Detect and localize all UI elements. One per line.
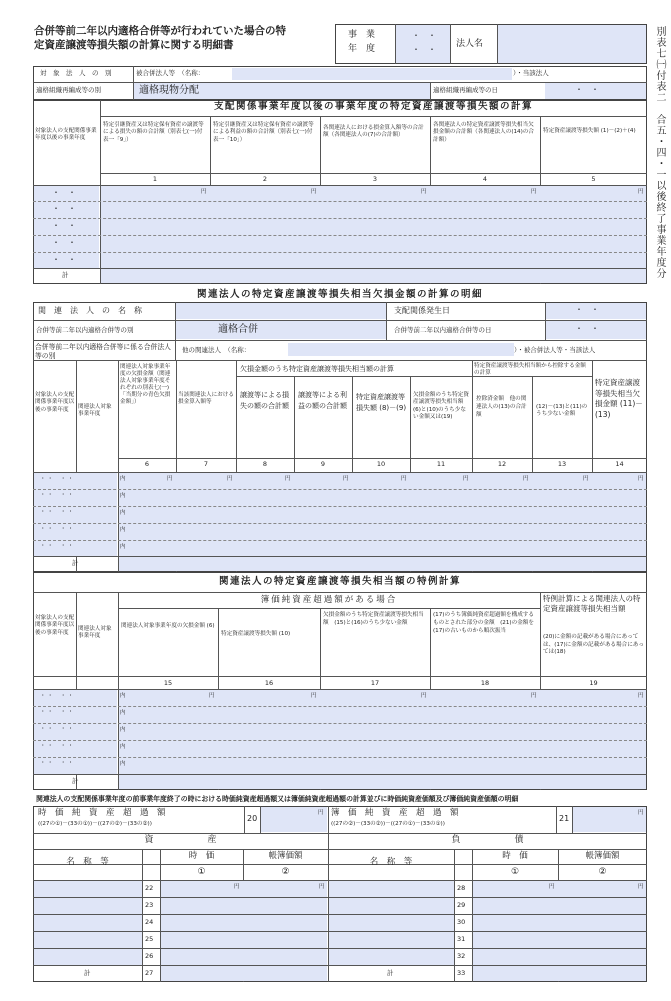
liab-total-label: 計 <box>387 969 394 977</box>
sec2-col-a: 対象法人の支配関係事業年度以後の事業年度 <box>35 392 75 413</box>
sec3-header-19: (20)に金額の記載がある場合にあっては、(17)に金額の記載がある場合にあっては(18) <box>543 634 644 656</box>
sec2-total-label: 計 <box>72 559 79 567</box>
liabilities-heading: 負 債 <box>451 835 524 845</box>
corp-name-label: 法人名 <box>456 39 484 49</box>
reorg-label: 適格組織再編成等の別 <box>36 86 101 94</box>
sec2-group2-title: 特定資産譲渡等損失相当額から控除する金額の計算 <box>474 363 586 376</box>
sec2-header-6: 関連法人対象事業年度の欠損金額（関連法人対象事業年度それぞれの別表七(一)「当期分の青色欠損金額」） <box>120 364 171 405</box>
assets-cells[interactable] <box>34 881 142 965</box>
reorg-date-label: 適格組織再編成等の日 <box>433 86 498 94</box>
related-name-label: 関 連 法 人 の 名 称 <box>38 306 142 315</box>
target-corp-name-field[interactable] <box>232 68 512 80</box>
target-corp-label: 対 象 法 人 の 別 <box>40 69 112 77</box>
assets-total-label: 計 <box>84 969 91 977</box>
section1-title: 支配関係事業年度以後の事業年度の特定資産譲渡等損失額の計算 <box>213 101 533 112</box>
sec1-total-label: 計 <box>62 271 69 279</box>
merger2-target-label: 合併等前二年以内適格合併等に係る合併法人等の別 <box>35 343 171 360</box>
sec3-header-16: 特定資産譲渡等損失額 (10) <box>221 631 291 637</box>
sec3-group1-title: 簿価純資産超過額がある場合 <box>260 595 398 605</box>
sec1-col0-header: 対象法人の支配関係事業年度以後の事業年度 <box>35 128 97 142</box>
section3-title: 関連法人の特定資産譲渡等損失相当額の特例計算 <box>218 576 461 587</box>
control-date-label: 支配関係発生日 <box>394 306 450 315</box>
form-title-line2: 定資産譲渡等損失額の計算に関する明細書 <box>34 39 234 51</box>
reorg-type-value: 適格現物分配 <box>139 85 199 96</box>
sec3-header-18: (17)のうち簿価純資産超過額を構成するものとされた部分の金額 (21)の金額を(17)の古いものから順次振当 <box>433 612 534 634</box>
sec2-col-b: 関連法人対象事業年度 <box>78 404 112 418</box>
sec2-header-10: 特定資産譲渡等損失額 (8)－(9) <box>356 393 407 412</box>
merger2-date-label: 合併等前二年以内適格合併等の日 <box>394 326 492 334</box>
sec2-header-9: 譲渡等による利益の額の合計額 <box>298 391 347 410</box>
sec1-header-4: 各関連法人の特定資産譲渡等損失相当欠損金額の合計額（各関連法人の(14)の合計額） <box>433 122 534 143</box>
sec3-header-17: 欠損金額のうち特定資産譲渡等損失相当額 (15)と(16)のうち少ない金額 <box>323 612 424 626</box>
sec3-total-label: 計 <box>72 777 79 785</box>
section4-title: 関連法人の支配関係事業年度の前事業年度終了の時における時価純資産超過額又は簿価純資産超過額の計算並びに時価純資産価額及び簿価純資産価額の明細 <box>36 795 519 803</box>
merger2-type-field[interactable] <box>176 321 386 339</box>
sec2-header-12: 控除済金額 他の関連法人の(13)の合計額 <box>476 396 527 418</box>
sec2-header-11: 欠損金額のうち特定資産譲渡等損失相当額 (6)と(10)のうち少ない金額又は(19) <box>413 392 469 420</box>
sec1-header-3: 各関連法人における損金算入額等の合計額（各関連法人の(7)の合計額） <box>323 125 424 139</box>
merger2-label: 合併等前二年以内適格合併等の別 <box>36 326 134 334</box>
sec2-header-8: 譲渡等による損失の額の合計額 <box>240 391 289 410</box>
sec1-header-2: 特定引継資産又は特定保有資産の譲渡等による利益の額の合計額（別表七(一)付表一「10」） <box>213 122 314 143</box>
liab-cells[interactable] <box>329 881 454 965</box>
other-related-name-field[interactable] <box>288 343 514 356</box>
side-form-label: 別表七㈠付表二 合五・四・一以後終了事業年度分 <box>654 26 665 279</box>
sec1-header-5: 特定資産譲渡等損失額 (1)－(2)＋(4) <box>543 128 636 134</box>
assets-heading: 資 産 <box>144 835 217 845</box>
corp-name-field[interactable] <box>498 25 646 63</box>
bv-excess-label: 簿 価 純 資 産 超 過 額 <box>331 808 459 818</box>
bv-excess-field[interactable] <box>573 807 646 832</box>
sec2-header-7: 当該関連法人における損金算入額等 <box>178 392 234 406</box>
assets-name-col: 名 称 等 <box>66 857 109 867</box>
fiscal-year-label: 事 業 <box>348 30 376 40</box>
liab-name-col: 名 称 等 <box>369 857 413 867</box>
merger2-type-value: 適格合併 <box>218 324 258 335</box>
sec1-header-1: 特定引継資産又は特定保有資産の譲渡等による損失の額の合計額（別表七(一)付表一「9」） <box>103 122 204 143</box>
sec2-group1-title: 欠損金額のうち特定資産譲渡等損失相当額の計算 <box>240 365 394 373</box>
sec3-header-15: 関連法人対象事業年度の欠損金額 (6) <box>121 623 215 629</box>
form-title-line1: 合併等前二年以内適格合併等が行われていた場合の特 <box>34 25 286 37</box>
sec2-header-13: (12)－(13)と(11)のうち少ない金額 <box>536 404 588 418</box>
mv-excess-label: 時 価 純 資 産 超 過 額 <box>38 808 166 818</box>
sec3-group2-title: 特例計算による関連法人の特定資産譲渡等損失相当額 <box>543 594 641 614</box>
section2-title: 関連法人の特定資産譲渡等損失相当欠損金額の計算の明細 <box>196 289 483 300</box>
sec2-header-14: 特定資産譲渡等損失相当欠損金額 (11)－(13) <box>595 378 643 419</box>
related-name-field[interactable] <box>176 303 386 319</box>
